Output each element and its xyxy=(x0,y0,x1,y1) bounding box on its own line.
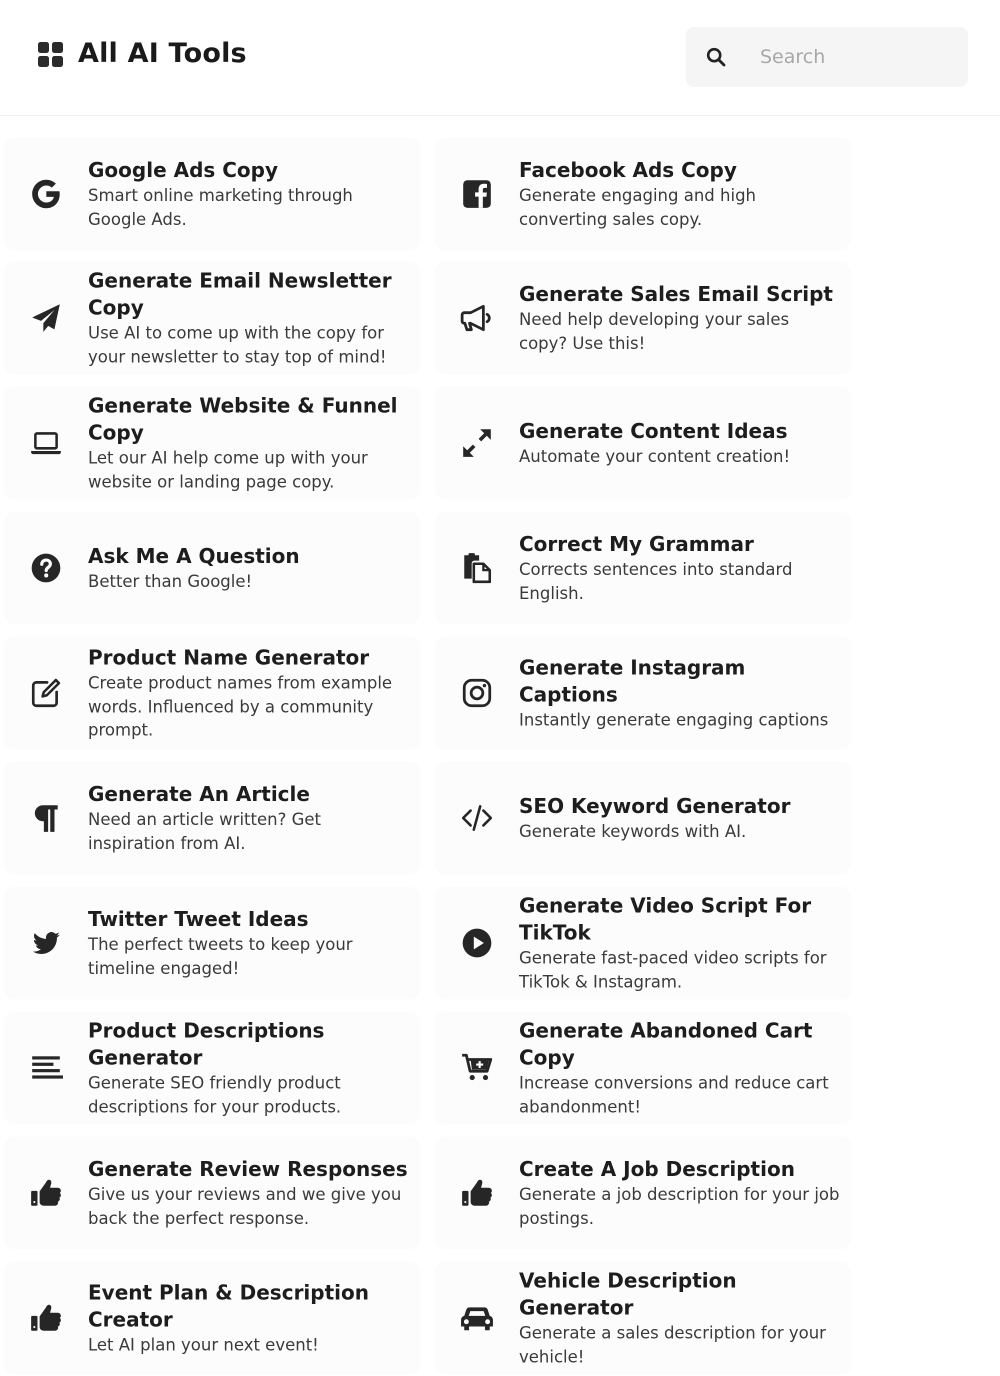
tool-card-text xyxy=(88,268,411,369)
page-title-group xyxy=(36,38,247,69)
page-title: All AI Tools xyxy=(78,38,247,69)
paragraph-icon xyxy=(27,799,65,837)
tool-title: SEO Keyword Generator xyxy=(519,793,791,818)
tool-title: Vehicle Description Generator xyxy=(519,1268,737,1320)
tool-card-text xyxy=(519,654,842,732)
tool-description: Smart online marketing through Google Ads. xyxy=(88,186,353,229)
tool-card-text xyxy=(519,418,842,469)
paste-icon xyxy=(458,549,496,587)
tool-description: Generate fast-paced video scripts for TikTok & Instagram. xyxy=(519,948,827,991)
tool-title: Generate Content Ideas xyxy=(519,418,788,443)
tool-title: Generate Website & Funnel Copy xyxy=(88,393,398,445)
tool-card-text xyxy=(519,1268,842,1369)
search-box[interactable] xyxy=(686,27,968,87)
tool-description: Use AI to come up with the copy for your newsletter to stay top of mind! xyxy=(88,323,387,366)
tool-card[interactable] xyxy=(436,1013,850,1123)
tool-title: Create A Job Description xyxy=(519,1157,795,1181)
instagram-icon xyxy=(458,674,496,712)
tool-description: Better than Google! xyxy=(88,571,253,591)
expand-arrows-icon xyxy=(458,424,496,462)
tool-card[interactable] xyxy=(436,1138,850,1248)
tool-description: Give us your reviews and we give you back the perfect response. xyxy=(88,1185,402,1228)
tool-card-text xyxy=(519,157,842,231)
tool-title: Generate Abandoned Cart Copy xyxy=(519,1018,813,1070)
tool-card-text xyxy=(519,793,842,844)
tool-card[interactable] xyxy=(436,763,850,873)
car-icon xyxy=(458,1299,496,1337)
tool-title: Ask Me A Question xyxy=(88,543,300,568)
search-icon xyxy=(706,47,726,67)
tool-description: Instantly generate engaging captions xyxy=(519,710,829,730)
tool-card-text xyxy=(519,1156,842,1230)
tool-card[interactable] xyxy=(5,1263,419,1373)
twitter-icon xyxy=(27,924,65,962)
tool-title: Generate Email Newsletter Copy xyxy=(88,268,392,320)
play-circle-icon xyxy=(458,924,496,962)
tool-description: Increase conversions and reduce cart abandonment! xyxy=(519,1073,829,1116)
tool-card-text xyxy=(88,157,411,231)
question-circle-icon xyxy=(27,549,65,587)
code-icon xyxy=(458,799,496,837)
paper-plane-icon xyxy=(27,299,65,337)
tool-description: Generate engaging and high converting sales copy. xyxy=(519,186,756,229)
tool-card-text xyxy=(519,531,842,605)
tool-title: Facebook Ads Copy xyxy=(519,158,737,182)
tool-card[interactable] xyxy=(5,638,419,748)
tool-title: Generate Instagram Captions xyxy=(519,655,746,707)
tool-description: Let AI plan your next event! xyxy=(88,1335,319,1355)
tool-title: Event Plan & Description Creator xyxy=(88,1280,369,1332)
tool-description: Generate a sales description for your vehicle! xyxy=(519,1323,826,1366)
tool-card-text xyxy=(88,1018,411,1119)
tool-card[interactable] xyxy=(436,888,850,998)
tool-card-text xyxy=(519,893,842,994)
laptop-icon xyxy=(27,424,65,462)
tool-card[interactable] xyxy=(5,1138,419,1248)
tool-title: Product Descriptions Generator xyxy=(88,1018,325,1070)
tool-card[interactable] xyxy=(436,638,850,748)
tool-description: Need an article written? Get inspiration from AI. xyxy=(88,810,321,853)
page-header xyxy=(0,0,1000,116)
tool-card[interactable] xyxy=(436,139,850,249)
facebook-icon xyxy=(458,175,496,213)
tool-card[interactable] xyxy=(5,513,419,623)
tool-card[interactable] xyxy=(5,388,419,498)
tool-card-text xyxy=(88,393,411,494)
tool-description: Automate your content creation! xyxy=(519,446,791,466)
tool-card-text xyxy=(88,543,411,594)
search-input[interactable] xyxy=(760,39,950,75)
tool-card-text xyxy=(519,281,842,355)
tool-card-text xyxy=(88,781,411,855)
tool-card[interactable] xyxy=(5,888,419,998)
tool-card[interactable] xyxy=(436,263,850,373)
thumbs-up-icon xyxy=(27,1174,65,1212)
tool-description: Corrects sentences into standard English. xyxy=(519,560,793,603)
tool-title: Twitter Tweet Ideas xyxy=(88,907,309,931)
thumbs-up-icon xyxy=(458,1174,496,1212)
tool-title: Generate Video Script For TikTok xyxy=(519,893,812,945)
tool-card-text xyxy=(88,644,411,742)
tool-card[interactable] xyxy=(5,139,419,249)
tool-card[interactable] xyxy=(436,1263,850,1373)
tool-title: Google Ads Copy xyxy=(88,158,279,182)
tool-card-text xyxy=(88,906,411,980)
tool-description: Generate keywords with AI. xyxy=(519,821,747,841)
tool-card[interactable] xyxy=(5,1013,419,1123)
tool-title: Generate An Article xyxy=(88,782,310,806)
tool-description: Create product names from example words. Influenced by a community prompt. xyxy=(88,673,393,740)
tool-card[interactable] xyxy=(5,763,419,873)
tool-card[interactable] xyxy=(436,513,850,623)
tool-title: Generate Review Responses xyxy=(88,1157,408,1181)
tool-card[interactable] xyxy=(436,388,850,498)
megaphone-icon xyxy=(458,299,496,337)
tool-description: Generate a job description for your job postings. xyxy=(519,1185,840,1228)
tool-card-text xyxy=(519,1018,842,1119)
align-left-icon xyxy=(27,1049,65,1087)
tool-description: Need help developing your sales copy? Use this! xyxy=(519,310,790,353)
tool-title: Correct My Grammar xyxy=(519,532,754,556)
tool-title: Generate Sales Email Script xyxy=(519,282,833,306)
edit-icon xyxy=(27,674,65,712)
tool-card-text xyxy=(88,1156,411,1230)
cart-plus-icon xyxy=(458,1049,496,1087)
tool-card[interactable] xyxy=(5,263,419,373)
grid-icon xyxy=(36,39,66,69)
google-icon xyxy=(27,175,65,213)
tool-description: Let our AI help come up with your website or landing page copy. xyxy=(88,448,368,491)
tool-title: Product Name Generator xyxy=(88,645,370,670)
tool-description: Generate SEO friendly product descriptions for your products. xyxy=(88,1073,342,1116)
tool-card-text xyxy=(88,1279,411,1357)
thumbs-up-icon xyxy=(27,1299,65,1337)
tool-description: The perfect tweets to keep your timeline engaged! xyxy=(88,935,353,978)
